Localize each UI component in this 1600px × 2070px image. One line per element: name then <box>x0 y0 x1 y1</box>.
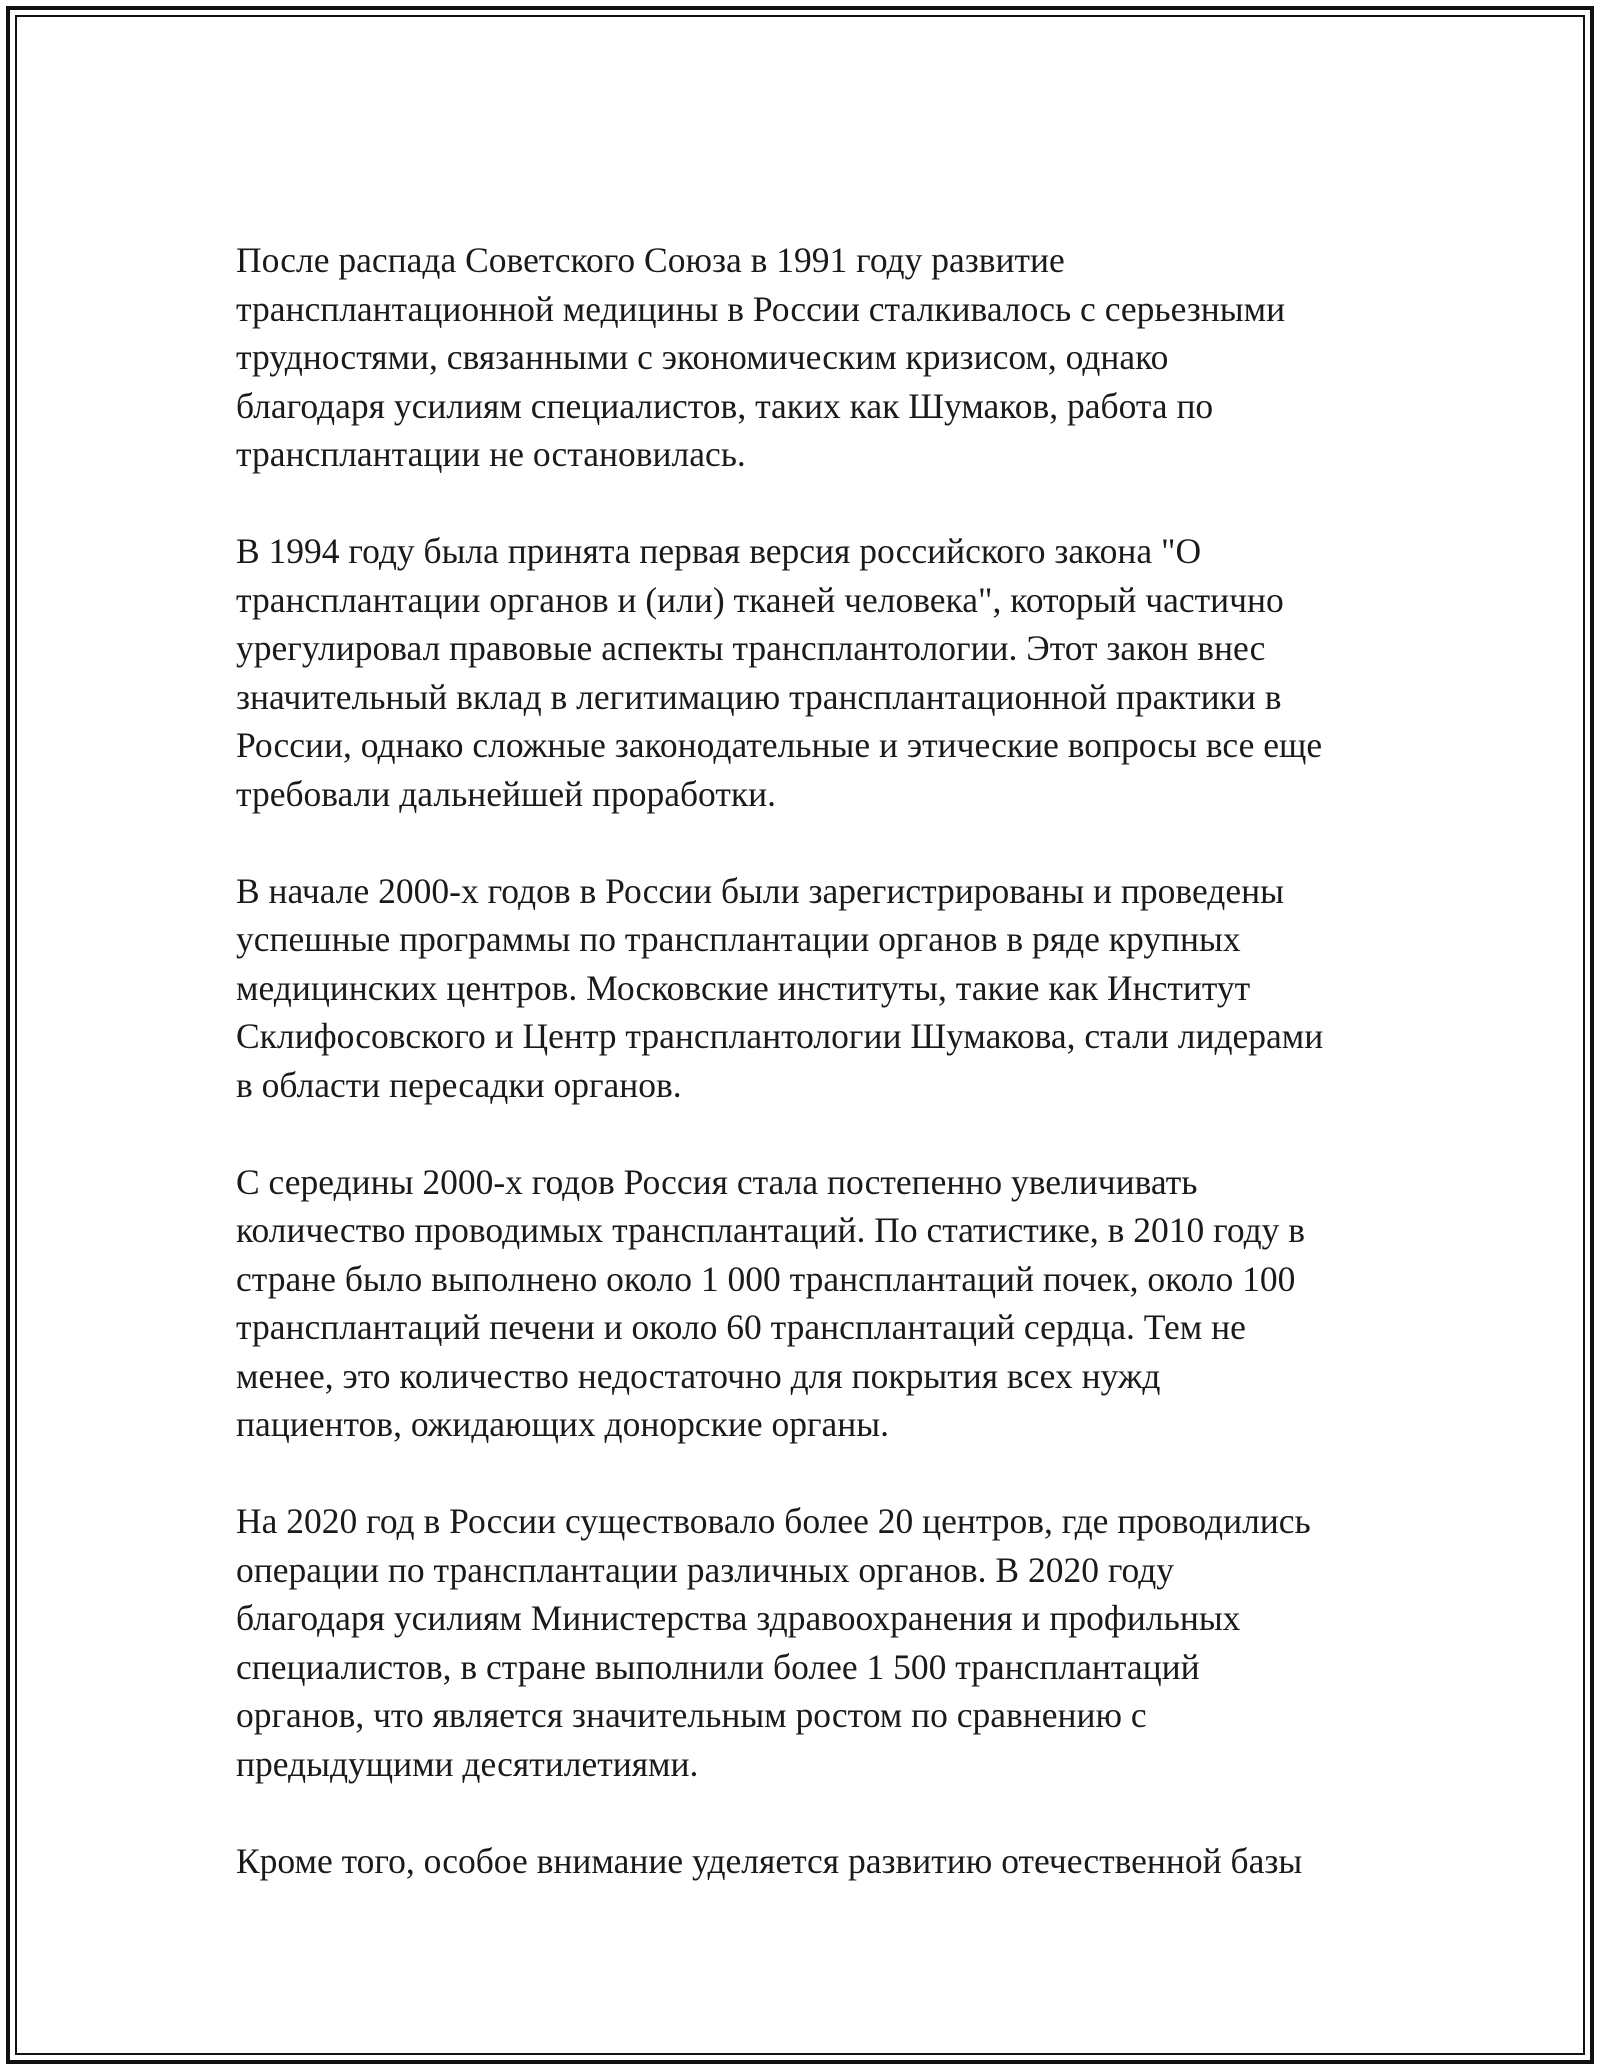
text-line: количество проводимых трансплантаций. По статистике, в 2010 году в <box>236 1210 1306 1250</box>
text-line: России, однако сложные законодательные и этические вопросы все еще <box>236 725 1323 765</box>
text-line: медицинских центров. Московские институты, такие как Институт <box>236 967 1251 1008</box>
paragraph <box>236 527 1396 818</box>
text-line: пациентов, ожидающих донорские органы. <box>236 1404 889 1444</box>
text-line: трансплантационной медицины в России сталкивалось с серьезными <box>236 288 1286 329</box>
paragraph <box>236 1837 1396 1886</box>
text-line: менее, это количество недостаточно для покрытия всех нужд <box>236 1355 1161 1396</box>
text-line: трудностями, связанными с экономическим кризисом, однако <box>236 337 1169 377</box>
text-line: Склифосовского и Центр трансплантологии Шумакова, стали лидерами <box>236 1016 1324 1056</box>
text-line: трансплантации органов и (или) тканей человека", который частично <box>236 579 1284 620</box>
paragraph <box>236 1497 1396 1788</box>
text-line: специалистов, в стране выполнили более 1 500 трансплантаций <box>236 1646 1200 1687</box>
text-line: значительный вклад в легитимацию трансплантационной практики в <box>236 676 1282 717</box>
document-body <box>236 236 1396 1934</box>
text-line: После распада Советского Союза в 1991 году развитие <box>236 240 1065 280</box>
text-line: трансплантаций печени и около 60 трансплантаций сердца. Тем не <box>236 1307 1246 1347</box>
text-line: благодаря усилиям специалистов, таких как Шумаков, работа по <box>236 385 1214 426</box>
text-line: В 1994 году была принята первая версия российского закона "О <box>236 531 1202 571</box>
paragraph <box>236 867 1396 1110</box>
text-line: Кроме того, особое внимание уделяется развитию отечественной базы <box>236 1840 1303 1881</box>
text-line: На 2020 год в России существовало более 20 центров, где проводились <box>236 1501 1311 1541</box>
text-line: в области пересадки органов. <box>236 1064 682 1105</box>
text-line: урегулировал правовые аспекты трансплантологии. Этот закон внес <box>236 628 1266 668</box>
text-line: операции по трансплантации различных органов. В 2020 году <box>236 1549 1175 1590</box>
text-line: предыдущими десятилетиями. <box>236 1743 699 1784</box>
paragraph <box>236 236 1396 479</box>
text-line: успешные программы по трансплантации органов в ряде крупных <box>236 919 1241 959</box>
paragraph <box>236 1158 1396 1449</box>
text-line: благодаря усилиям Министерства здравоохранения и профильных <box>236 1598 1241 1638</box>
text-line: требовали дальнейшей проработки. <box>236 773 776 814</box>
text-line: трансплантации не остановилась. <box>236 434 746 474</box>
text-line: стране было выполнено около 1 000 трансплантаций почек, около 100 <box>236 1258 1296 1299</box>
text-line: С середины 2000-х годов Россия стала постепенно увеличивать <box>236 1161 1198 1202</box>
text-line: органов, что является значительным ростом по сравнению с <box>236 1695 1147 1735</box>
text-line: В начале 2000-х годов в России были зарегистрированы и проведены <box>236 870 1284 911</box>
